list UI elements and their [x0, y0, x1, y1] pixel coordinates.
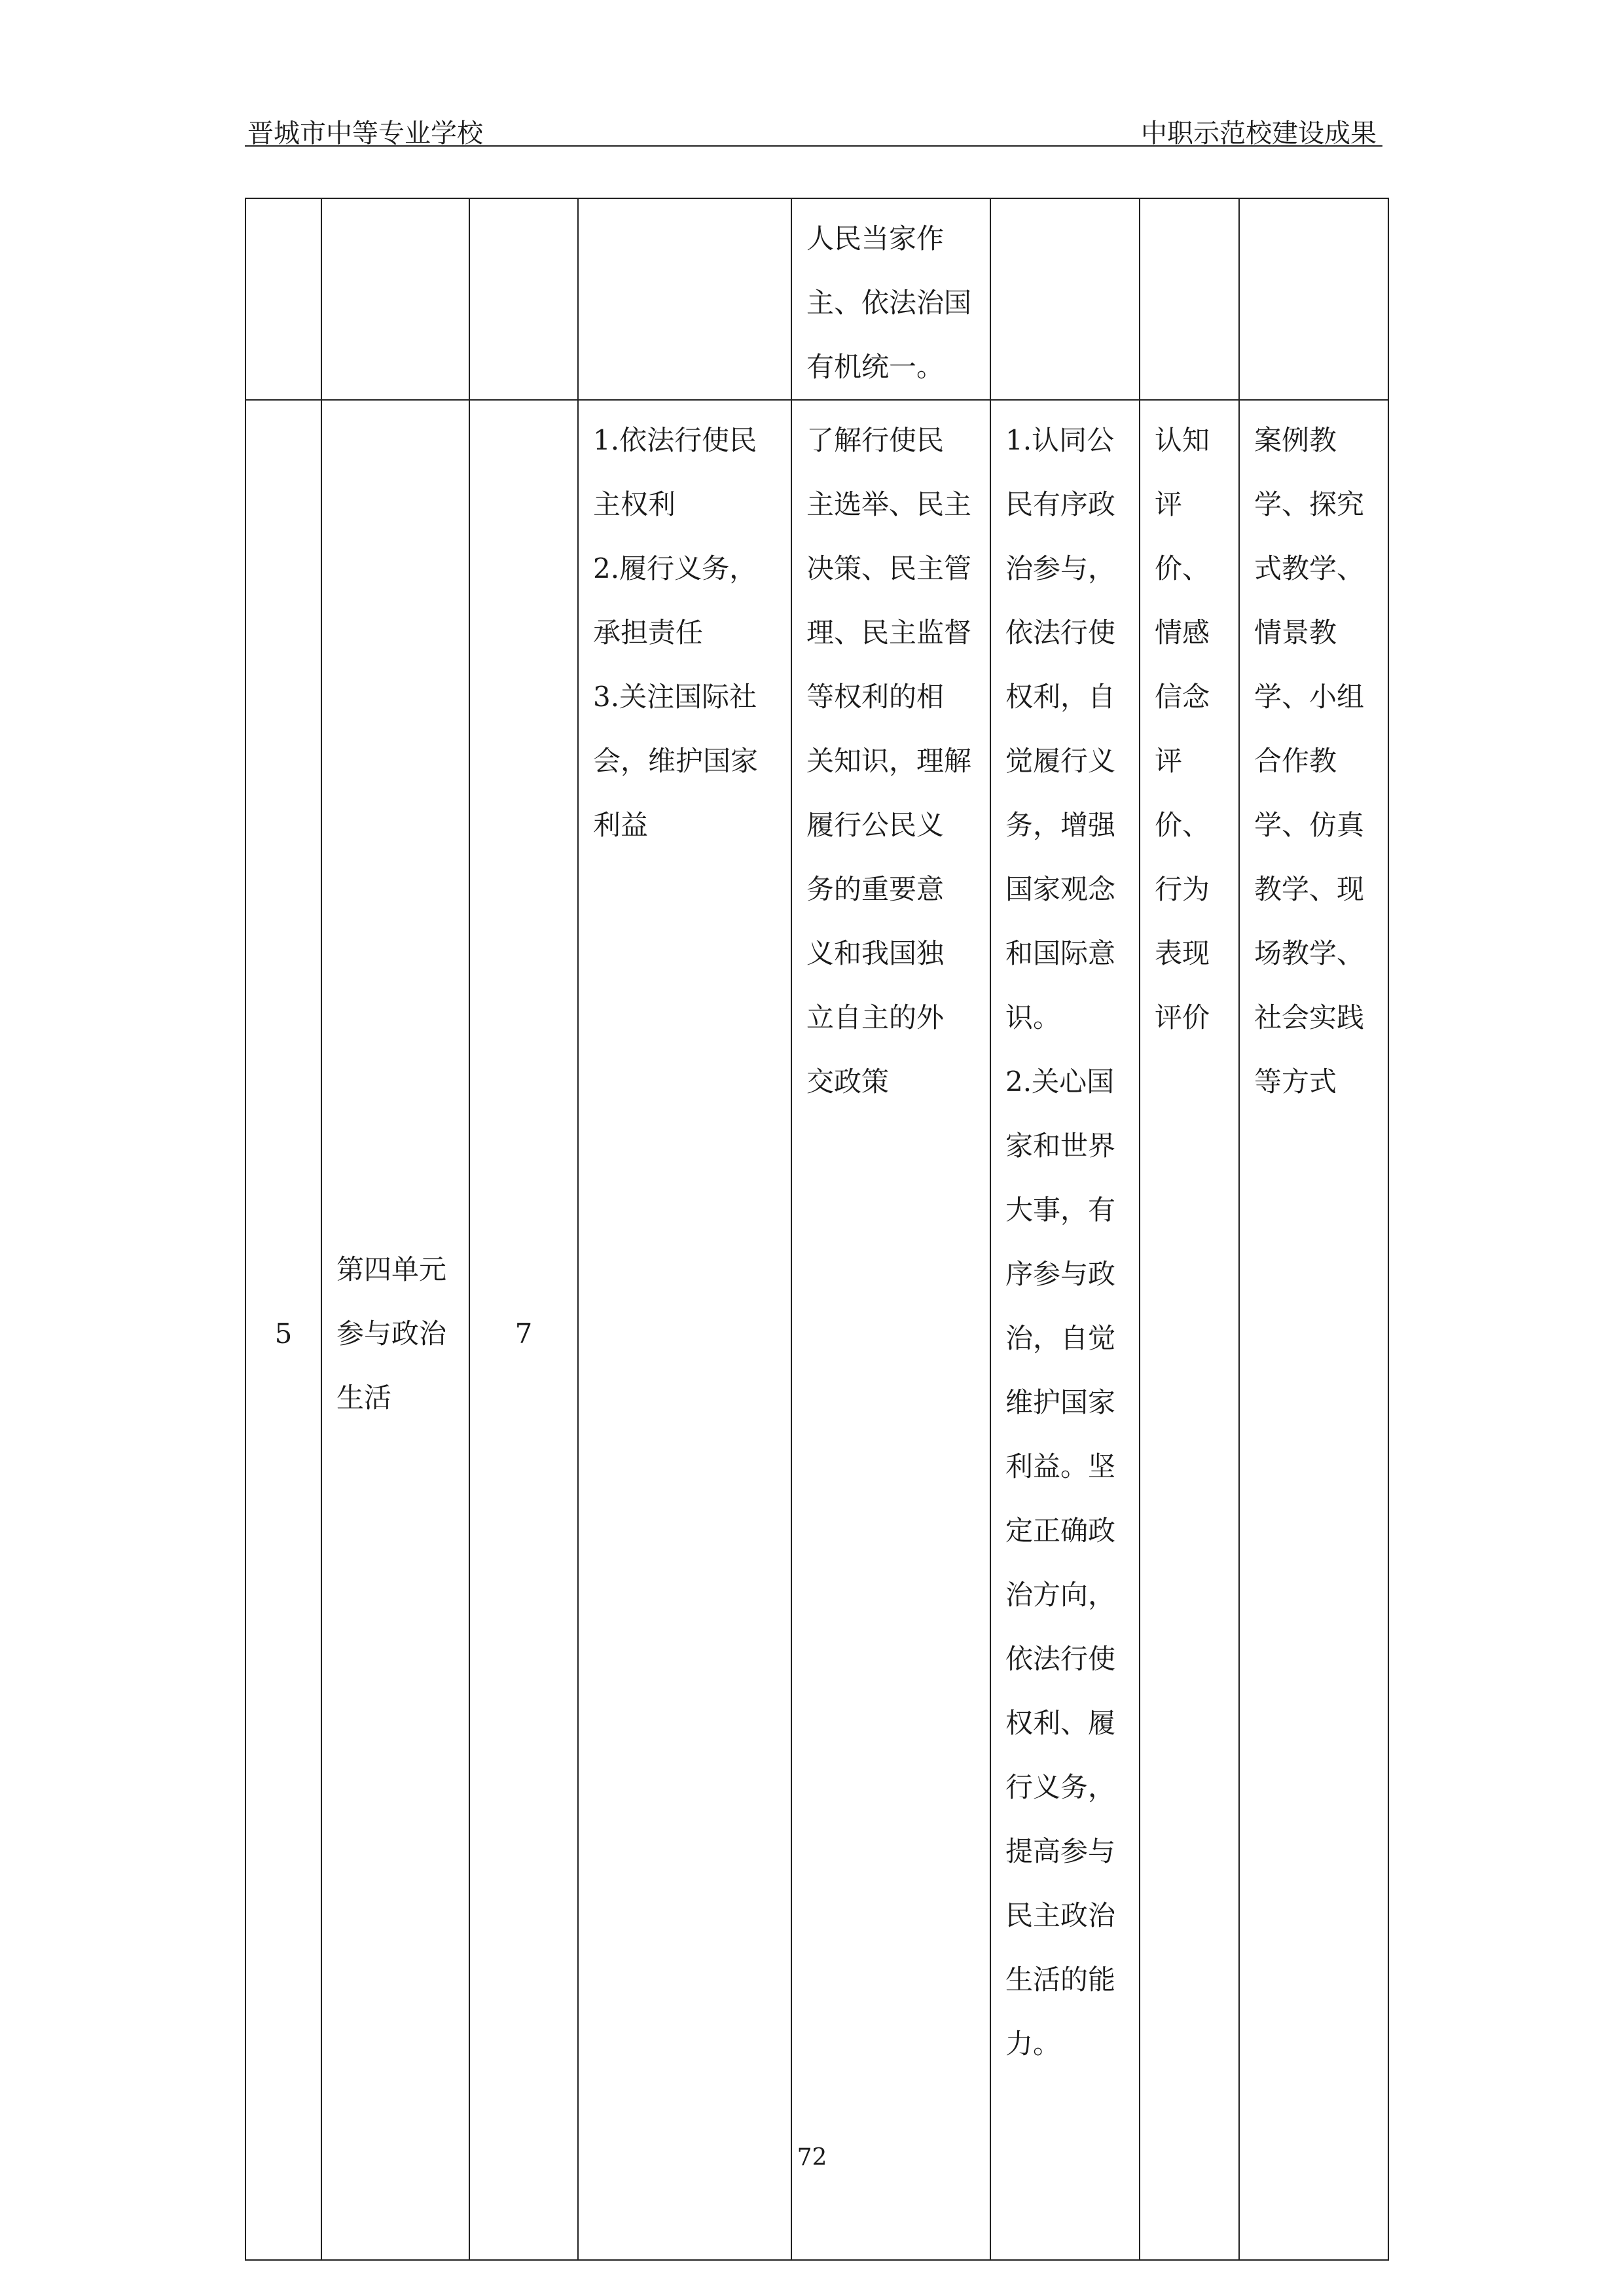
cell-methods-continued [1239, 198, 1388, 400]
cell-index: 5 [245, 400, 321, 2260]
header-divider [245, 145, 1382, 147]
curriculum-table [245, 198, 1389, 2261]
cell-content: 了解行使民 主选举、民主 决策、民主管 理、民主监督 等权利的相 关知识，理解 履行公民义 务的重要意 义和我国独 立自主的外 交政策 [791, 400, 990, 2260]
cell-unit: 第四单元 参与政治 生活 [321, 400, 469, 2260]
cell-objectives: 1.认同公 民有序政 治参与， 依法行使 权利，自 觉履行义 务，增强 国家观念 和国际意 识。 2.关心国 家和世界 大事，有 序参与政 治，自觉 维护国家 利益。坚 定正确政 治方向， 依法行使 权利、履 行义务， 提高参与 民主政治 生活的能 力。 [990, 400, 1140, 2260]
cell-topics: 1.依法行使民 主权利 2.履行义务， 承担责任 3.关注国际社 会，维护国家 利益 [578, 400, 791, 2260]
header-school-name: 晋城市中等专业学校 [247, 118, 483, 149]
table-row [245, 400, 1388, 2260]
cell-unit-continued [321, 198, 469, 400]
cell-content-continued: 人民当家作 主、依法治国 有机统一。 [791, 198, 990, 400]
cell-objectives-continued [990, 198, 1140, 400]
cell-evaluation: 认知 评 价、 情感 信念 评 价、 行为 表现 评价 [1140, 400, 1239, 2260]
table-row-continued [245, 198, 1388, 400]
page-number: 72 [797, 2144, 827, 2171]
cell-hours: 7 [469, 400, 578, 2260]
cell-methods: 案例教 学、探究 式教学、 情景教 学、小组 合作教 学、仿真 教学、现 场教学、 社会实践 等方式 [1239, 400, 1388, 2260]
cell-hours-continued [469, 198, 578, 400]
cell-topics-continued [578, 198, 791, 400]
header-document-title: 中职示范校建设成果 [1141, 118, 1377, 149]
cell-evaluation-continued [1140, 198, 1239, 400]
cell-index-continued [245, 198, 321, 400]
